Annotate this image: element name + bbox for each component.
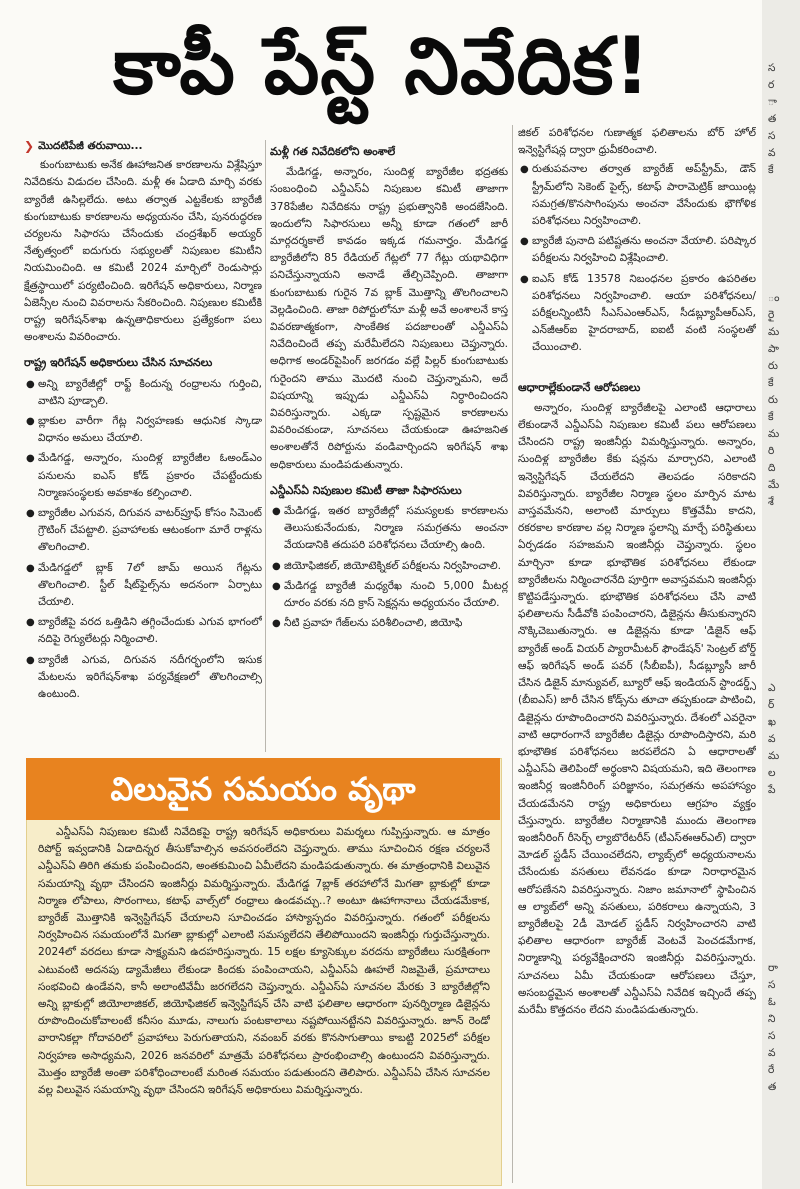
article-column-1 xyxy=(24,138,262,750)
edge-text-fragment: ం రై మ పా రు కే రు కే మ రి ది మే శే xyxy=(768,292,780,508)
paragraph: కుంగుబాటుకు అనేక ఊహాజనిత కారణాలను విశ్లేషిస్తూ నివేదికను విడుదల చేసింది. మళ్లీ ఈ ఏడాది మార్చి వరకు బ్యారేజీ ఉసిల్లలేదు. అటు తర్వాత ఎట్టకేలకు బ్యారేజీ కుంగుబాటుకు కారణాలను అధ్యయనం చేసి, పునరుద్ధరణ చర్యలను సిఫారసు చేసేందుకు చంద్రశేఖర్ అయ్యర్ నేతృత్వంలో ఐదుగురు సభ్యులతో నిపుణుల కమిటీని నియమించింది. ఆ కమిటీ 2024 మార్చిలో రెండుసార్లు క్షేత్రస్థాయిలో పర్యటించింది. ఇరిగేషన్ అధికారులు, నిర్మాణ ఏజెన్సీల నుంచి వివరాలను సేకరించింది. నిపుణుల కమిటీకి రాష్ట్ర ఇరిగేషన్‌శాఖ ఉన్నతాధికారులు ప్రత్యేకంగా పలు అంశాలను వివరించారు. xyxy=(24,159,262,344)
list-item: ● బ్యారేజీల ఎగువన, దిగువన వాటర్‌ప్రూఫ్ కోసం సిమెంట్ గ్రౌటింగ్ చేపట్టాలి. ప్రవాహాలకు ఆటంకంగా మారే రాళ్లను తొలగించాలి. xyxy=(26,507,262,554)
list-item: ● అన్ని బ్యారేజీల్లో రాఫ్ట్ కిందున్న రంధ్రాలను గుర్తించి, వాటిని పూడ్చాలి. xyxy=(26,377,262,407)
paragraph: అన్నారం, సుందిళ్ల బ్యారేజీలపై ఎలాంటి ఆధారాలు లేకుండానే ఎన్డీఎస్‌ఏ నిపుణుల కమిటీ పలు ఆరోపణలు చేసిందని రాష్ట్ర ఇంజినీర్లు విమర్శిస్తున్నారు. అన్నారం, సుందిళ్ల బ్యారేజీల కేకు షన్లను మార్చారని, ఎలాంటి ఇన్వెస్టిగేషన్ చేయలేదని తెలపడం సరికాదని వివరిస్తున్నారు. బ్యారేజీల నిర్మాణ స్థలం మార్పిన మాట వాస్తవమేనని, అలాంటి మార్పులు కొత్తవేమీ కాదని, రకరకాల కారణాల వల్ల నిర్మాణ స్థలాన్ని మార్చే పరిస్థితులు ఏర్పడడం సహజమని ఇంజినీర్లు చెప్తున్నారు. స్థలం మార్చినా కూడా భూభౌతిక పరిశోధనలు లేకుండా బ్యారేజీలను నిర్మించారనేది పూర్తిగా అవాస్తవమని ఇంజినీర్లు కొట్టిపడేస్తున్నారు. భూభౌతిక పరిశోధనలు చేసి వాటి ఫలితాలను సీడీవోకి పంపించారని, డిజైన్లను తీసుకున్నారని నొక్కిచెబుతున్నారు. ఆ డిజైన్లను కూడా 'డిజైన్ ఆఫ్ బ్యారేజ్ అండ్ వియర్ ప్యారామీటర్ ఫౌండేషన్' సెంట్రల్ బోర్డ్ ఆఫ్ ఇరిగేషన్ అండ్ పవర్ (సీబీఐపీ), సీడబ్ల్యూసీ జారీ చేసిన డిజైన్ మాన్యువల్, బ్యూరో ఆఫ్ ఇండియన్ స్టాండర్డ్స్ (బీఐఎస్) జారీ చేసిన కోడ్స్‌ను తూచా తప్పకుండా పాటించి, డిజైన్లను రూపొందించారని వివరిస్తున్నారు. దేశంలో ఎవరైనా వాటి ఆధారంగానే బ్యారేజీల డిజైన్లు రూపొందిస్తారని, మరి భూభౌతిక పరిశోధనలు జరపలేదని ఏ ఆధారాలతో ఎన్డీఎస్‌ఏ తెలిపిందో అర్థంకాని విషయమని, ఇది తెలంగాణ ఇంజినీర్ల ఇంజినీరింగ్ పరిజ్ఞానం, సమగ్రతను అపహాస్యం చేయడమేనని రాష్ట్ర అధికారులు ఆగ్రహం వ్యక్తం చేస్తున్నారు. బ్యారేజీల నిర్మాణానికి ముందు తెలంగాణ ఇంజినీరింగ్ రీసెర్చ్ ల్యాబొరేటరీస్ (టీఎస్‌ఈఆర్‌ఎల్) ద్వారా మోడల్ స్టడీస్ చేయించలేదని, ల్యాబ్స్‌లో అధ్యయనాలను చేసేందుకు వసతులు లేవనడం కూడా నిరాధారమైన ఆరోపణేనని వివరిస్తున్నారు. నిజాం జమానాలో స్థాపించిన ఆ ల్యాబ్‌లో అన్ని వసతులు, పరికరాలు ఉన్నాయని, 3 బ్యారేజీలపై 2డీ మోడల్ స్టడీస్ నిర్వహించారని వాటి ఫలితాల ఆధారంగా బ్యారేజ్ వెంటవే పెంచడమేగాక, నిర్మాణాన్ని పర్యవేక్షించారని ఇంజినీర్లు వివరిస్తున్నారు. సూచనలు ఏమీ చేయకుండా ఆరోపణలు చేస్తూ, అసంబద్ధమైన అంశాలతో ఎన్డీఎస్‌ఏ నివేదిక ఇచ్చిందే తప్ప మరేమీ కొత్తదనం లేదని మండిపడుతున్నారు. xyxy=(518,401,756,1016)
adjacent-page-edge xyxy=(762,0,800,1189)
article-column-3 xyxy=(518,125,756,1180)
list-item: ● మేడిగడ్డలో బ్లాక్ 7లో జామ్ అయిన గేట్లను తొలగించాలి. స్టీల్ షీట్‌ఫైల్స్‌ను అదనంగా ఏర్పాటు చేయాలి. xyxy=(26,561,262,609)
paragraph: మేడిగడ్డ, అన్నారం, సుందిళ్ల బ్యారేజీల భద్రతకు సంబంధించి ఎన్డీఎస్‌ఏ నిపుణుల కమిటీ తాజాగా 378పేజీల నివేదికను రాష్ట్ర ప్రభుత్వానికి అందజేసింది. ఇందులోని సిఫారసులు అన్నీ కూడా గతంలో జారీ మార్గదర్శకాలే కావడం ఇక్కడ గమనార్హం. మేడిగడ్డ బ్యారేజీలోని 85 రేడియల్ గేట్లలో 77 గేట్లు యథావిధిగా పనిచేస్తున్నాయని అనాడే తేల్చిచెప్పింది. తాజాగా కుంగుబాటుకు గురైన 7వ బ్లాక్ మొత్తాన్ని తొలగించాలని వెల్లడించింది. తాజా రిపోర్టులోనూ మళ్లీ అవే అంశాలనే కాస్త వివరణాత్మకంగా, సాంకేతిక పదజాలంతో ఎన్డీఎస్‌ఏ నివేదించిందే తప్ప మరేమీలేదని నిపుణులు చెప్తున్నారు. అధిగాక అండర్‌పైపింగ్ జరగడం వల్లే పిల్లర్ కుంగుబాటుకు గురైందని తాము మొదటి నుంచి చెప్తున్నామని, అదే విషయాన్ని ఇప్పుడు ఎన్డీఎస్‌ఏ నిర్ధారించిందని వివరిస్తున్నారు. ఎక్కడా స్పష్టమైన కారణాలను వివరించకుండా, సూచనలు చేయకుండా ఊహజనిత అంశాలతోనే రిపోర్టును వండివార్చిందని ఇరిగేషన్ శాఖ అధికారులు మండిపడుతున్నారు. xyxy=(270,166,508,471)
sidebar-story-text xyxy=(38,824,490,1180)
article-column-2 xyxy=(270,143,508,753)
bullet-icon: ● xyxy=(26,508,35,520)
bullet-icon: ● xyxy=(26,654,35,666)
bullet-icon: ● xyxy=(26,453,35,465)
bullet-icon: ● xyxy=(26,617,35,629)
bullet-icon: ● xyxy=(520,273,529,285)
list-item: ● మేడిగడ్డ, అన్నారం, సుందిళ్ల బ్యారేజీల ఓఅండ్‌ఎం పనులను ఐఎస్ కోడ్ ప్రకారం చేపట్టేందుకు నిర్మాణసంస్థలకు అవకాశం కల్పించాలి. xyxy=(26,452,262,499)
continued-kicker xyxy=(24,138,262,155)
section-subhead: ఆధారాల్లేకుండానే ఆరోపణలు xyxy=(518,380,641,394)
list-item: ● నీటి ప్రవాహ గేజ్‌లను పరిశీలించాలి, జియోఫి xyxy=(270,615,508,632)
bullet-list xyxy=(270,503,508,632)
list-item: ● మేడిగడ్డ బ్యారేజీ మధ్యరేఖ నుంచి 5,000 మీటర్ల దూరం వరకు నది క్రాస్ సెక్షన్లను అధ్యయనం చేయాలి. xyxy=(272,579,508,610)
column-divider xyxy=(512,125,513,1183)
headline: కాపీ పేస్ట్ నివేదిక! xyxy=(113,22,651,112)
list-item: ● బ్యారేజీ పునాది పటిష్టతను అంచనా వేయాలి. పరిష్కార పరీక్షలను నిర్వహించి విశ్లేషించాలి. xyxy=(520,235,756,265)
list-item: ● బ్లాకుల వారీగా గేట్ల నిర్వహణకు ఆధునిక స్కాడా విధానం అమలు చేయాలి. xyxy=(26,415,262,445)
bullet-icon: ● xyxy=(272,580,281,592)
section-subhead: రాష్ట్ర ఇరిగేషన్ అధికారులు చేసిన సూచనలు xyxy=(24,356,213,370)
list-item: ● రుతుపవనాల తర్వాత బ్యారేజ్ అప్‌స్ట్రీమ్, డౌన్ స్ట్రీమ్‌లోని సెకెంట్ పైల్స్, కటాఫ్ పారామెట్రిక్ జాయింట్ల సమగ్రత/కొనసాగింపును అంచనా వేసేందుకు భౌగోళిక పరిశోధనలు నిర్వహించాలి. xyxy=(520,163,756,228)
bullet-icon: ● xyxy=(272,618,281,630)
sidebar-story-banner: విలువైన సమయం వృథా xyxy=(26,758,500,820)
edge-text-fragment: స ర ా త స వ కే xyxy=(768,62,777,176)
bullet-icon: ● xyxy=(272,506,281,518)
bullet-icon: ● xyxy=(272,560,281,572)
bullet-icon: ● xyxy=(26,416,35,428)
list-item: ● బ్యారేజీ ఎగువ, దిగువన నదీగర్భంలోని ఇసుక మేటలను ఇరిగేషన్‌శాఖ పర్యవేక్షణలో తొలగించాల్సి ఉంటుంది. xyxy=(26,653,262,701)
list-item: ● మేడిగడ్డ, ఇతర బ్యారేజీల్లో సమస్యలకు కారణాలను తెలుసుకునేందుకు, నిర్మాణ సమగ్రతను అంచనా వేయడానికి తదుపరి పరిశోధనలు చేయాల్సి ఉంది. xyxy=(272,505,508,552)
bullet-list xyxy=(24,376,262,704)
section-subhead: మళ్లీ గత నివేదికలోని అంశాలే xyxy=(270,145,396,158)
bullet-icon: ● xyxy=(26,562,35,574)
bullet-icon: ● xyxy=(520,164,529,176)
column-divider xyxy=(265,140,266,752)
bullet-icon: ● xyxy=(520,236,529,248)
paragraph: జికల్ పరిశోధనల గుణాత్మక ఫలితాలను బోర్ హోల్ ఇన్వెస్టిగేషన్ల ద్వారా ధ్రువీకరించాలి. xyxy=(518,127,756,157)
list-item: ● ఐఎస్ కోడ్ 13578 నిబంధనల ప్రకారం ఉపరితల పరిశోధనలు నిర్వహించాలి. ఆయా పరిశోధనలు/పరీక్షలన్నింటినీ సీఎస్‌ఎంఆర్‌ఎస్, సీడబ్ల్యూపీఆర్‌ఎస్, ఎన్‌జీఆర్‌ఐ హైదరాబాద్, ఐఐటీ వంటి సంస్థలతో చేయించాలి. xyxy=(520,272,756,354)
edge-text-fragment: రా స ఓ ని స వ రే త xyxy=(768,962,778,1093)
paragraph: ఎన్డీఎస్‌ఏ నిపుణుల కమిటీ నివేదికపై రాష్ట్ర ఇరిగేషన్ అధికారులు విమర్శలు గుప్పిస్తున్నారు. ఆ మాత్రం రిపోర్ట్ ఇవ్వడానికి ఏడాదిన్నర తీసుకోవాల్సిన అవసరంలేదని చెప్తున్నారు. తాము సూచించిన రక్షణ చర్యలనే ఎన్డీఎస్‌ఏ తిరిగి తమకు పంపించిందని, అంతకుమించి ఏమీలేదని మండిపడుతున్నారు. ఈ మాత్రంధానికి విలువైన సమయాన్ని వృథా చేసిందని ఇంజినీర్లు విమర్శిస్తున్నారు. మేడిగడ్డ 7బ్లాక్ తరహాలోనే మిగతా బ్లాకుల్లో కూడా నిర్మాణ లోపాలు, సొరంగాలు, కటాఫ్ వాల్స్‌లో రంధ్రాలు ఉండవచ్చు..? అంటూ ఊహాగానాలు చేయడమేకాక, బ్యారేజ్ మొత్తానికి ఇన్వెస్టిగేషన్ చేయాలని సూచించడం హాస్యాస్పదం వివరిస్తున్నారు. గతంలో పరీక్షలను నిర్వహించిన సమయంలోనే మిగతా బ్లాకుల్లో ఎలాంటి సమస్యలేదని తేలిపోయిందని ఇంజినీర్లు గుర్తుచేస్తున్నారు. 2024లో వరదలు కూడా సాక్ష్యమని ఉదహరిస్తున్నారు. 15 లక్షల క్యూసెక్కుల వరదను బ్యారేజీలు సురక్షితంగా ఎటువంటి అదనపు డ్యామేజీలు లేకుండా కిందకు పంపించాయని, ఎన్డీఎస్‌ఏ ఊహలే నిజమైతే, ప్రమాదాలు సంభవించి ఉండేవని, కానీ అలాంటివేమీ జరగలేదని చెప్తున్నారు. ఎన్డీఎస్‌ఏ సూచనల మేరకు 3 బ్యారేజీల్లోని అన్ని బ్లాకుల్లో జియోలాజికల్, జియోఫిజికల్ ఇన్వెస్టిగేషన్ చేసి వాటి ఫలితాల ఆధారంగా పునర్నిర్మాణ డిజైన్లను రూపొందించుకోవాలంటే కనీసం మూడు, నాలుగు పంటకాలాలు నష్టపోయినట్టేనని వివరిస్తున్నారు. జూన్ రెండో వారానికల్లా గోదావరిలో ప్రవాహాలు పెరుగుతాయని, నవంబర్ వరకు కొనసాగుతాయి కాబట్టి 2025లో పరీక్షల నిర్వహణ అసాధ్యమని, 2026 జనవరిలో మాత్రమే పరిశోధనలు ప్రారంభించాల్సి ఉంటుందని వివరిస్తున్నారు. మొత్తం బ్యారేజీ అంతా పరిశోధించాలంటే మరింత సమయం పడుతుందని తెలిపారు. ఎన్డీఎస్‌ఏ చేసిన సూచనల వల్ల విలువైన సమయాన్ని వృథా చేసిందని ఇరిగేషన్ అధికారులు విమర్శిస్తున్నారు. xyxy=(38,826,490,1097)
list-item: ● జియోఫిజికల్, జియోటెక్నికల్ పరీక్షలను నిర్వహించాలి. xyxy=(270,558,508,575)
edge-text-fragment: ఎ ర్ ఖ వ మ ల పే xyxy=(768,682,780,796)
bullet-list xyxy=(518,161,756,356)
bullet-icon: ● xyxy=(26,378,35,390)
list-item: ● బ్యారేజీపై వరద ఒత్తిడిని తగ్గించేందుకు ఎగువ భాగంలో నదిపై రెగ్యులేటర్లు నిర్మించాలి. xyxy=(26,616,262,646)
kicker-label: మొదటిపేజీ తరువాయి... xyxy=(38,140,143,152)
section-subhead: ఎన్డీఎస్‌ఏ నిపుణుల కమిటీ తాజా సిఫారసులు xyxy=(270,483,462,497)
chevron-right-icon: ❯ xyxy=(24,139,35,153)
